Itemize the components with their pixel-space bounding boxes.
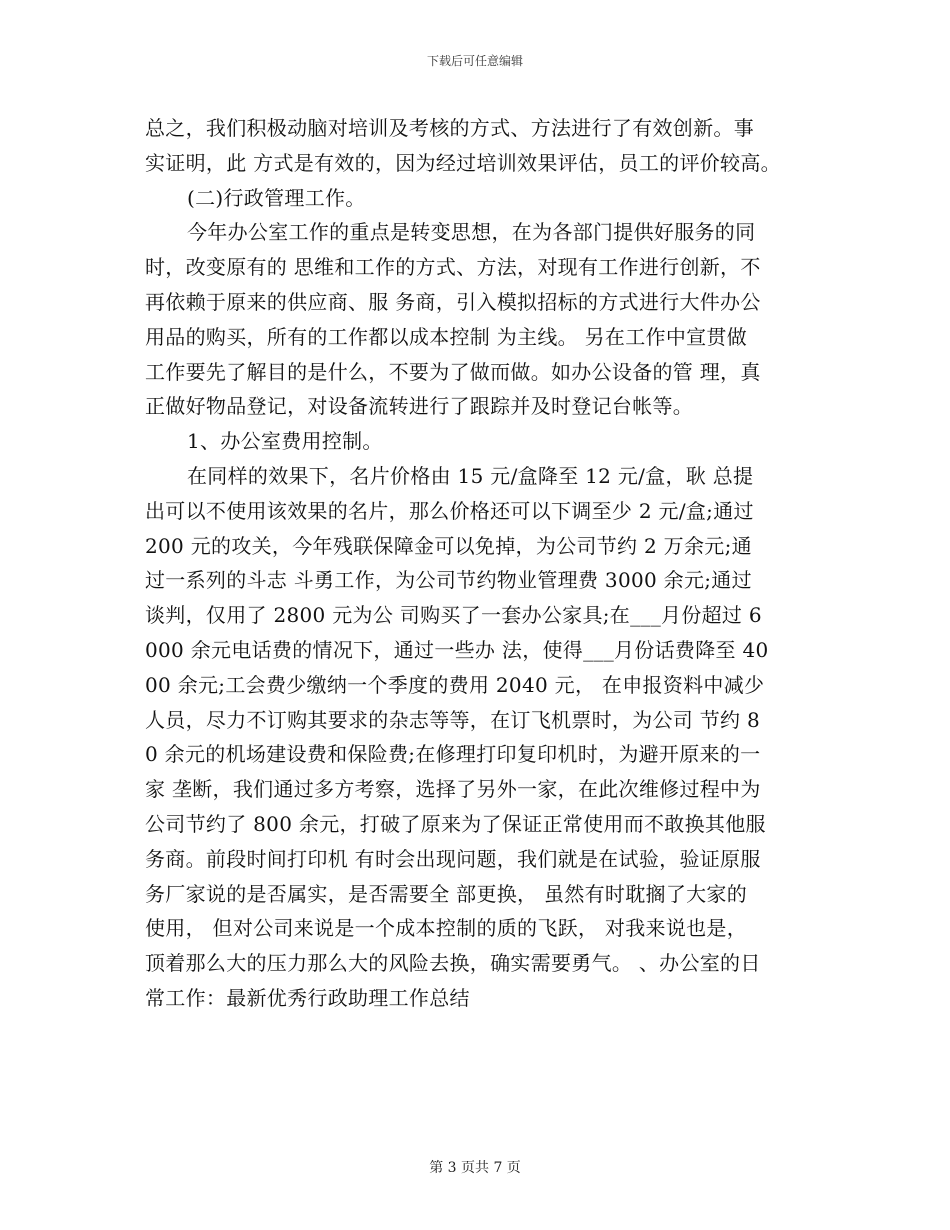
text-line: 0 余元的机场建设费和保险费;在修理打印复印机时，为避开原来的一 — [145, 742, 761, 767]
document-body — [145, 111, 825, 1016]
text-line: 家 垄断，我们通过多方考察，选择了另外一家，在此次维修过程中为 — [145, 777, 761, 802]
text-line: 00 余元;工会费少缴纳一个季度的费用 2040 元， 在申报资料中减少 — [145, 672, 765, 697]
text-line: 顶着那么大的压力那么大的风险去换，确实需要勇气。 、办公室的日 — [145, 951, 761, 976]
text-line: 时，改变原有的 思维和工作的方式、方法，对现有工作进行创新，不 — [145, 255, 761, 280]
text-line: 200 元的攻关，今年残联保障金可以免掉，为公司节约 2 万余元;通 — [145, 533, 752, 558]
page-number: 第 3 页共 7 页 — [429, 1160, 521, 1176]
text-line: 000 余元电话费的情况下，通过一些办 法，使得___月份话费降至 40 — [145, 637, 769, 662]
text-line: 今年办公室工作的重点是转变思想，在为各部门提供好服务的同 — [187, 220, 756, 245]
text-line: 务商。前段时间打印机 有时会出现问题，我们就是在试验，验证原服 — [145, 846, 761, 871]
text-line: 在同样的效果下，名片价格由 15 元/盒降至 12 元/盒，耿 总提 — [187, 463, 754, 488]
text-line: 用品的购买，所有的工作都以成本控制 为主线。 另在工作中宣贯做 — [145, 324, 748, 349]
text-line: 过一系列的斗志 斗勇工作，为公司节约物业管理费 3000 余元;通过 — [145, 568, 752, 593]
text-line: (二)行政管理工作。 — [187, 185, 366, 210]
text-line: 总之，我们积极动脑对培训及考核的方式、方法进行了有效创新。事 — [145, 116, 754, 140]
text-line: 务厂家说的是否属实，是否需要全 部更换， 虽然有时耽搁了大家的 — [145, 881, 748, 906]
text-line: 常工作：最新优秀行政助理工作总结 — [145, 985, 470, 1010]
text-line: 实证明，此 方式是有效的，因为经过培训效果评估，员工的评价较高。 — [145, 150, 781, 175]
text-line: 工作要先了解目的是什么，不要为了做而做。如办公设备的管 理，真 — [145, 359, 761, 384]
page-header: 下载后可任意编辑 — [426, 54, 523, 68]
text-line: 公司节约了 800 余元，打破了原来为了保证正常使用而不敢换其他服 — [145, 811, 766, 836]
text-line: 出可以不使用该效果的名片，那么价格还可以下调至少 2 元/盒;通过 — [145, 498, 754, 523]
text-line: 正做好物品登记，对设备流转进行了跟踪并及时登记台帐等。 — [145, 394, 694, 419]
text-line: 使用， 但对公司来说是一个成本控制的质的飞跃， 对我来说也是， — [145, 916, 748, 941]
text-line: 谈判，仅用了 2800 元为公 司购买了一套办公家具;在___月份超过 6 — [145, 603, 762, 628]
text-line: 人员，尽力不订购其要求的杂志等等，在订飞机票时，为公司 节约 8 — [145, 707, 761, 732]
text-line: 再依赖于原来的供应商、服 务商，引入模拟招标的方式进行大件办公 — [145, 289, 761, 314]
text-line: 1、办公室费用控制。 — [187, 429, 383, 454]
